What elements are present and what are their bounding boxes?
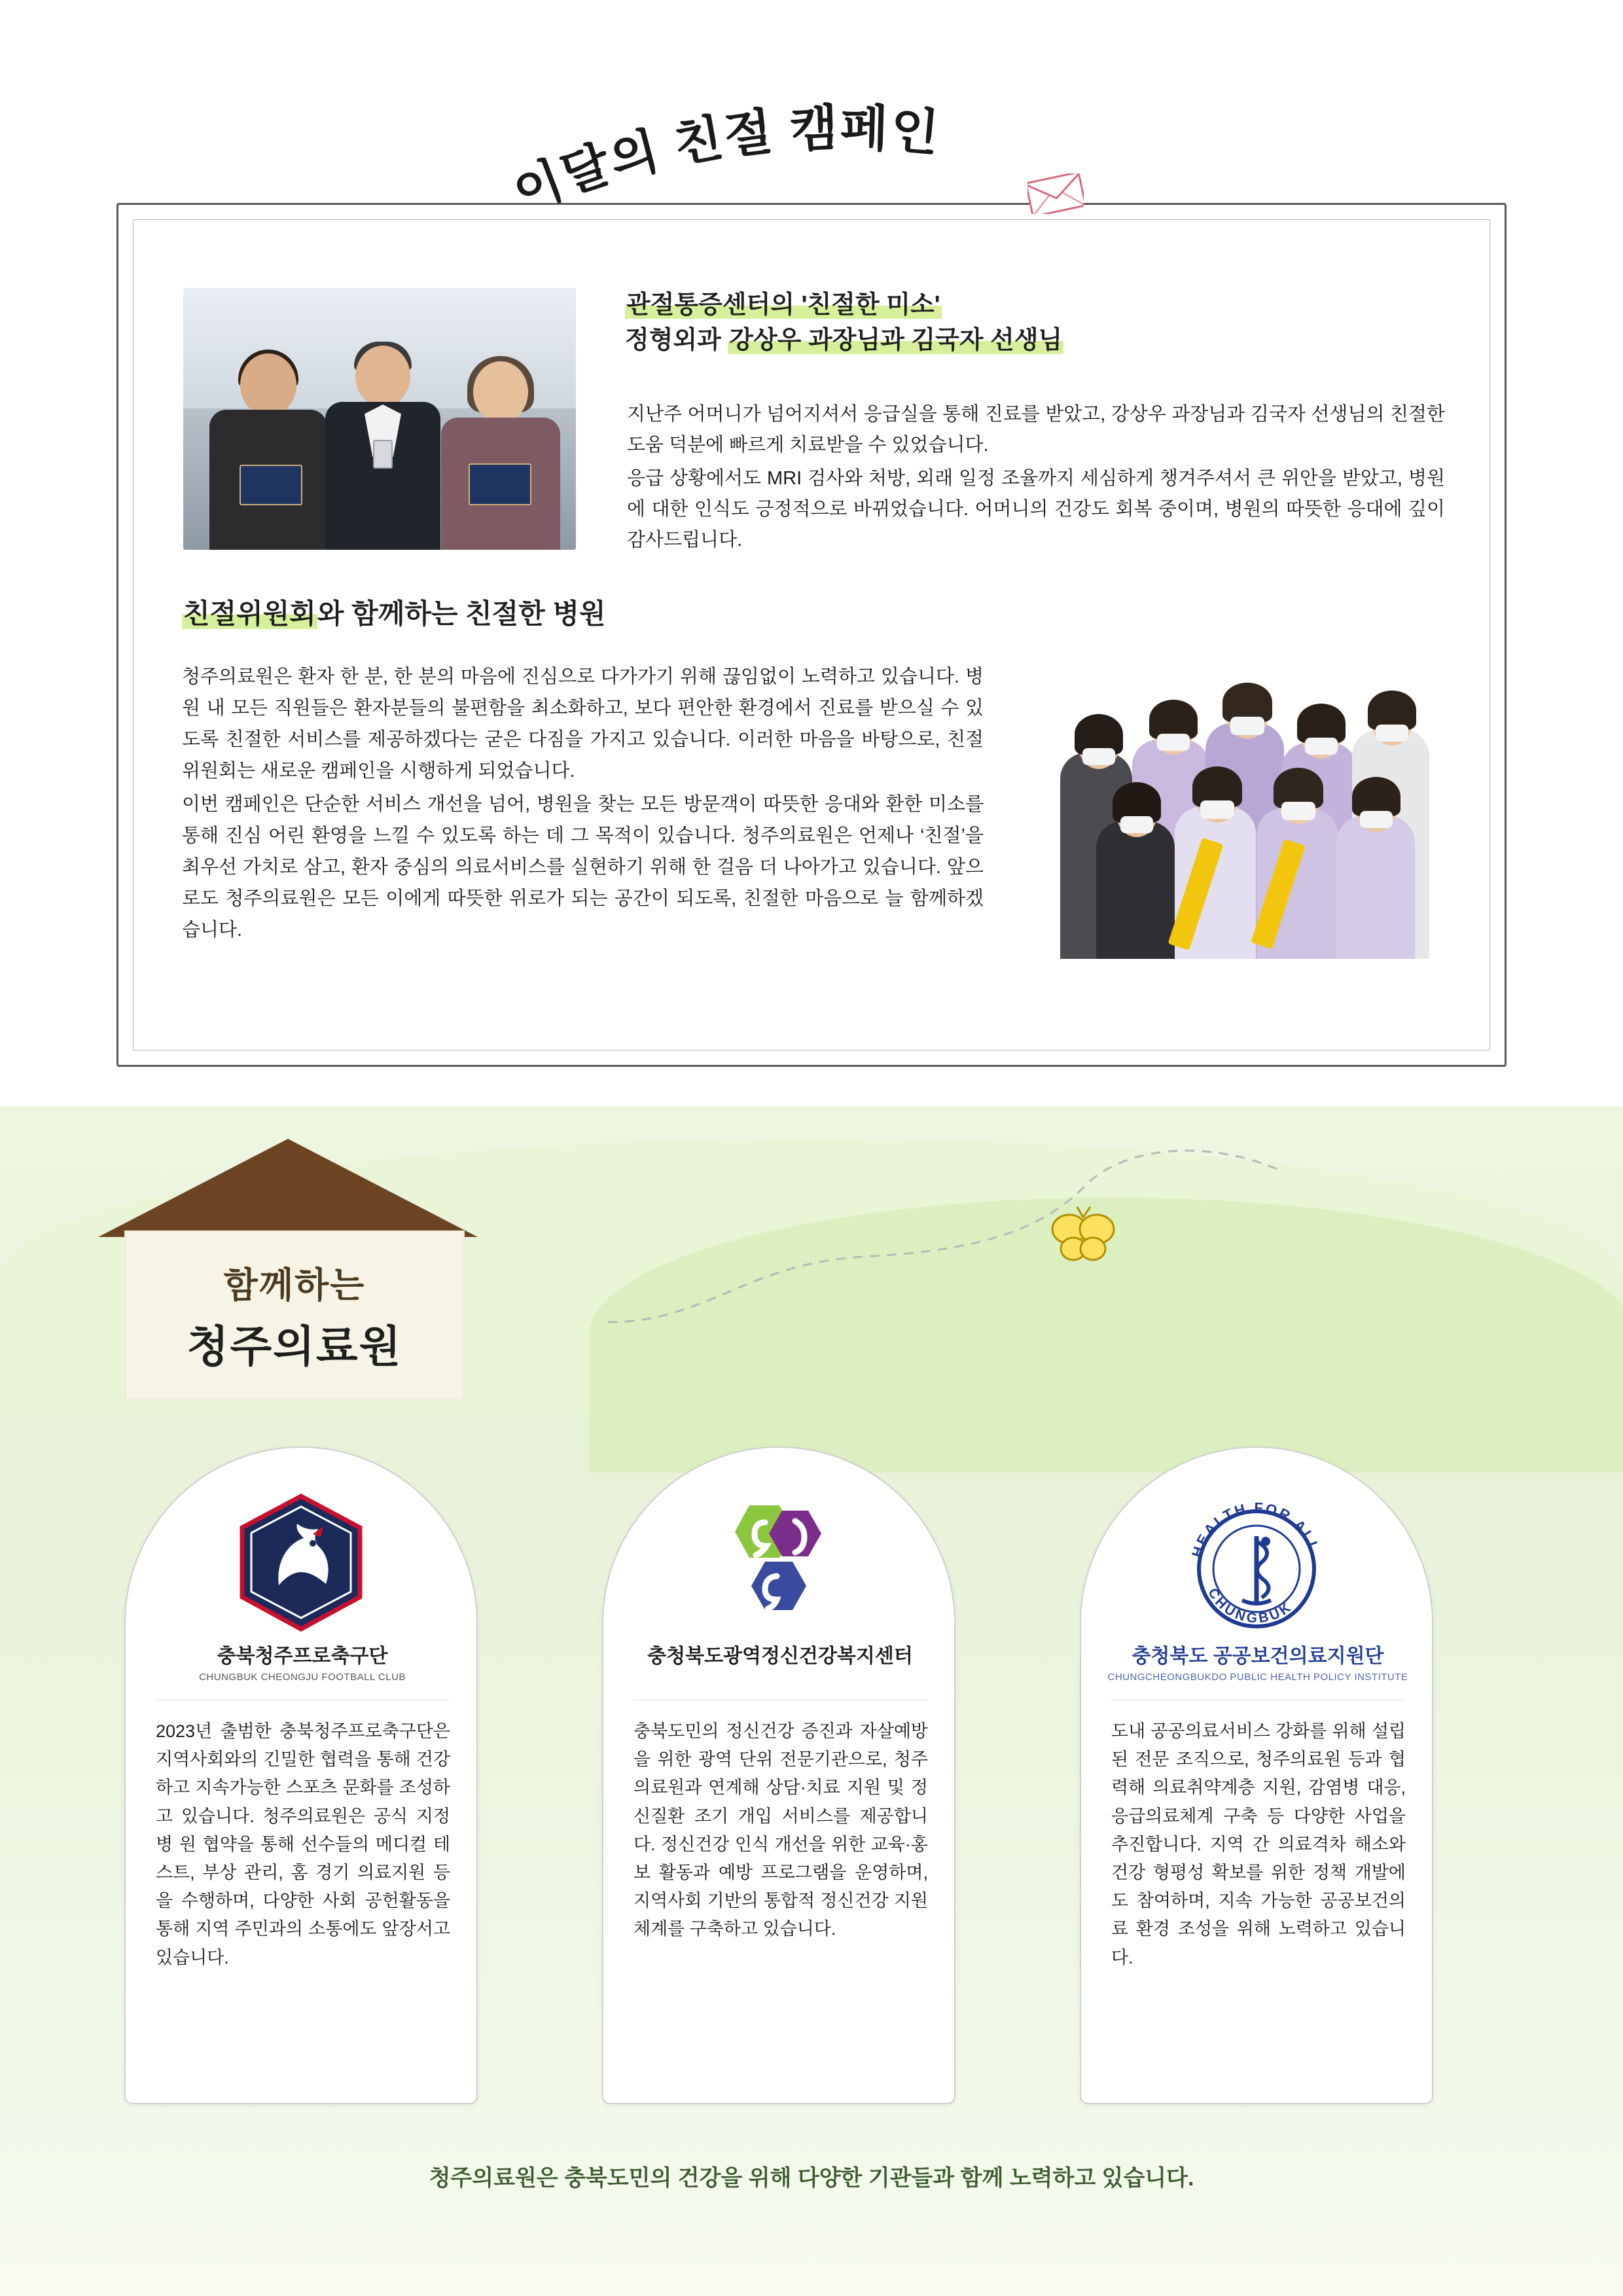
testimonial-heading-line1: 관절통증센터의 '친절한 미소' bbox=[626, 291, 940, 319]
partner-card-mental-health[interactable] bbox=[602, 1446, 955, 2104]
envelope-icon bbox=[1027, 173, 1084, 214]
committee-heading-highlight: 친절위원회 bbox=[183, 598, 316, 629]
committee-body bbox=[182, 661, 984, 947]
testimonial-body bbox=[627, 399, 1445, 558]
partner-title: 충청북도 공공보건의료지원단 bbox=[1132, 1645, 1384, 1667]
house-label-line2: 청주의료원 bbox=[187, 1322, 402, 1371]
mental-health-center-icon bbox=[603, 1487, 954, 1638]
partner-title: 충청북도광역정신건강복지센터 bbox=[647, 1645, 913, 1667]
committee-paragraph-1: 청주의료원은 환자 한 분, 한 분의 마음에 진심으로 다가가기 위해 끊임없이 노력하고 있습니다. 병원 내 모든 직원들은 환자분들의 불편함을 최소화하고, 보다 편안한 환경에서 진료를 받으실 수 있도록 친절한 서비스를 제공하겠다는 굳은 다짐을 가지고 있습니다. 이러한 마음을 바탕으로, 친절 위원회는 새로운 캠페인을 시행하게 되었습니다. bbox=[182, 666, 984, 782]
svg-text:HEALTH FOR ALL: HEALTH FOR ALL bbox=[1188, 1499, 1323, 1559]
banner-title-text: 이달의 친절 캠페인 bbox=[506, 100, 942, 221]
partner-cards bbox=[0, 1446, 1623, 2108]
committee-paragraph-2: 이번 캠페인은 단순한 서비스 개선을 넘어, 병원을 찾는 모든 방문객이 따뜻한 응대와 환한 미소를 통해 진심 어린 환영을 느낄 수 있도록 하는 데 그 목적이 있습니다. 청주의료원은 언제나 ‘친절’을 최우선 가치로 삼고, 환자 중심의 의료서비스를 실현하기 위해 한 걸음 더 나아가고 있습니다. 앞으로도 청주의료원은 모든 이에게 따뜻한 위로가 되는 공간이 되도록, 친절한 마음으로 늘 함께하겠습니다. bbox=[182, 793, 984, 941]
partner-description: 충북도민의 정신건강 증진과 자살예방을 위한 광역 단위 전문기관으로, 청주 의료원과 연계해 상담·치료 지원 및 정신질환 조기 개입 서비스를 제공합니다. 정신건강 인식 개선을 위한 교육·홍보 활동과 예방 프로그램을 운영하며, 지역사회 기반의 통합적 정신건강 지원체계를 구축하고 있습니다. bbox=[633, 1721, 928, 1939]
photo-person-right bbox=[440, 353, 561, 550]
partner-card-football[interactable] bbox=[124, 1446, 478, 2104]
photo-person-center bbox=[324, 342, 442, 550]
house-roof-shape bbox=[98, 1139, 478, 1237]
top-white-section bbox=[0, 0, 1623, 1126]
partner-description: 도내 공공의료서비스 강화를 위해 설립된 전문 조직으로, 청주의료원 등과 협력해 의료취약계층 지원, 감염병 대응, 응급의료체계 구축 등 다양한 사업을 추진합니다. 지역 간 의료격차 해소와 건강 형평성 확보를 위한 정책 개발에도 참여하며, 지속 가능한 공공보건의료 환경 조성을 위해 노력하고 있습니다. bbox=[1111, 1721, 1406, 1967]
butterfly-dashed-path bbox=[589, 1126, 1309, 1335]
testimonial-heading bbox=[625, 288, 1443, 359]
kindness-campaign-group-photo bbox=[1034, 645, 1440, 959]
committee-heading-rest: 와 함께하는 친절한 병원 bbox=[317, 598, 606, 629]
partner-subtitle: CHUNGCHEONGBUKDO PUBLIC HEALTH POLICY INSTITUTE bbox=[1107, 1672, 1408, 1683]
partner-title: 충북청주프로축구단 bbox=[217, 1645, 388, 1667]
house-label-line1: 함께하는 bbox=[223, 1266, 366, 1305]
footer-note: 청주의료원은 충북도민의 건강을 위해 다양한 기관들과 함께 노력하고 있습니다. bbox=[429, 2166, 1194, 2191]
health-for-all-chungbuk-icon bbox=[1081, 1487, 1432, 1638]
testimonial-paragraph-1: 지난주 어머니가 넘어지셔서 응급실을 통해 진료를 받았고, 강상우 과장님과 김국자 선생님의 친절한 도움 덕분에 빠르게 치료받을 수 있었습니다. bbox=[627, 404, 1445, 456]
photo-person-left bbox=[209, 353, 327, 550]
testimonial-paragraph-2: 응급 상황에서도 MRI 검사와 처방, 외래 일정 조율까지 세심하게 챙겨주셔서 큰 위안을 받았고, 병원에 대한 인식도 긍정적으로 바뀌었습니다. 어머니의 건강도 회복 중이며, 병원의 따뜻한 응대에 깊이 감사드립니다. bbox=[627, 467, 1445, 550]
svg-text:CHUNGBUK: CHUNGBUK bbox=[1205, 1585, 1296, 1626]
house-label-card bbox=[124, 1230, 465, 1401]
committee-heading bbox=[182, 592, 606, 632]
partner-card-public-health[interactable] bbox=[1080, 1446, 1433, 2104]
partner-description: 2023년 출범한 충북청주프로축구단은 지역사회와의 긴밀한 협력을 통해 건강하고 지속가능한 스포츠 문화를 조성하고 있습니다. 청주의료원은 공식 지정병 원 협약을 통해 선수들의 메디컬 테스트, 부상 관리, 홈 경기 의료지원 등을 수행하며, 다양한 사회 공헌활동을 통해 지역 주민과의 소통에도 앞장서고 있습니다. bbox=[156, 1721, 450, 1967]
kindness-award-staff-photo bbox=[183, 288, 576, 550]
partner-subtitle: CHUNGBUK CHEONGJU FOOTBALL CLUB bbox=[199, 1672, 406, 1683]
testimonial-heading-line2: 정형외과 강상우 과장님과 김국자 선생님 bbox=[625, 326, 1063, 354]
football-club-crest-icon bbox=[126, 1487, 476, 1638]
butterfly-icon bbox=[1047, 1204, 1119, 1273]
